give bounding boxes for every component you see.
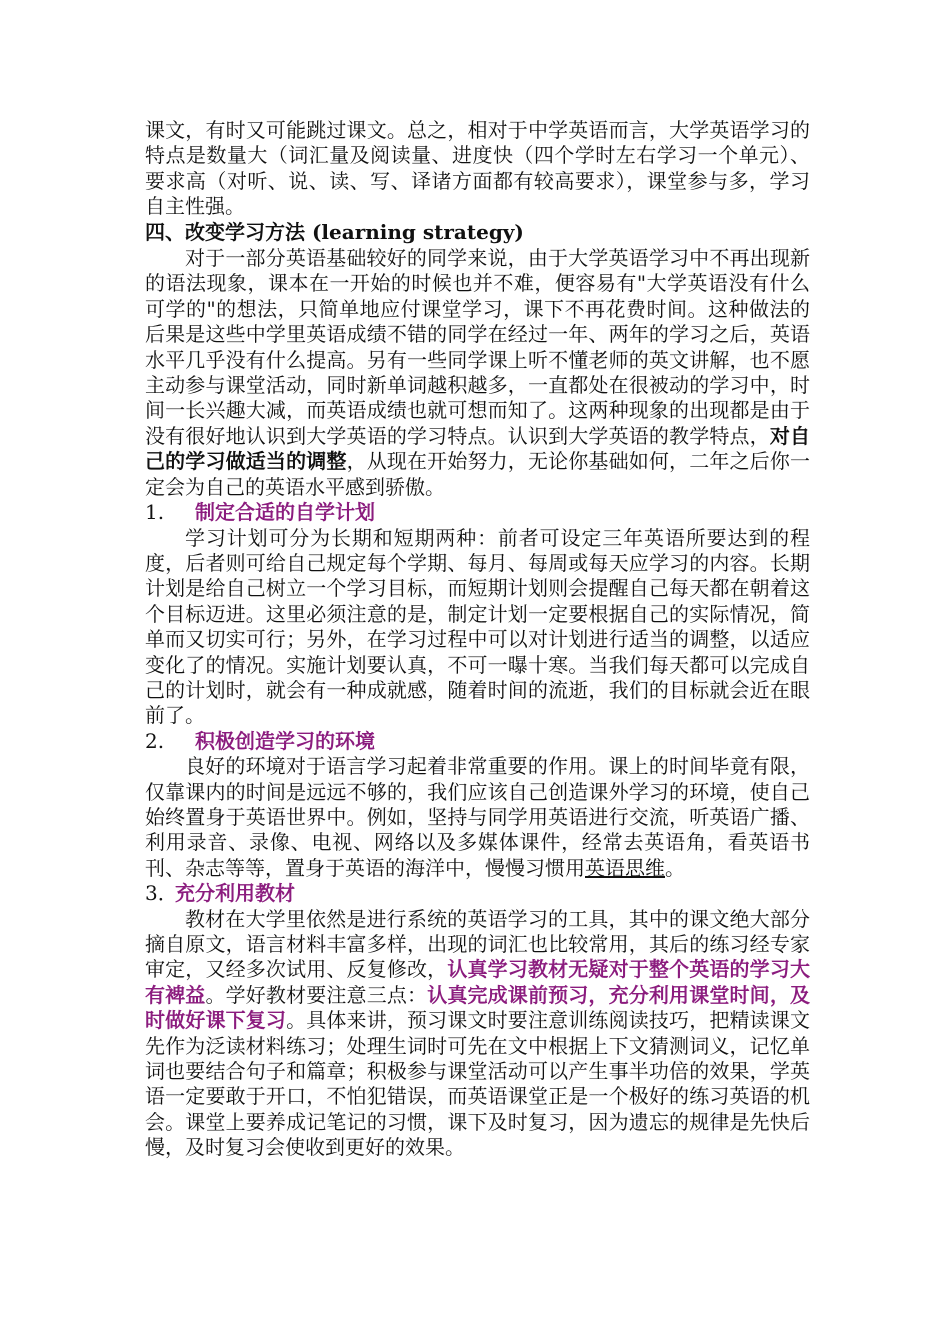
section-heading: 四、改变学习方法 (learning strategy) [145,219,524,244]
paragraph-intro: 课文，有时又可能跳过课文。总之，相对于中学英语而言，大学英语学习的特点是数量大（词汇量及阅读量、进度快（四个学时左右学习一个单元）、要求高（对听、说、读、写、译诸方面都有较高要求），课堂参与多，学习自主性强。 [145,118,810,219]
emphasis-three-points: 认真完成课前预习，充分利用课堂时间，及时做好课下复习 [145,982,810,1033]
subheading-2: 2. 积极创造学习的环境 [145,728,375,753]
emphasis-adjust: 对自己的学习做适当的调整 [145,423,810,474]
paragraph-textbook: 教材在大学里依然是进行系统的英语学习的工具，其中的课文绝大部分摘自原文，语言材料丰富多样，出现的词汇也比较常用，其后的练习经专家审定，又经多次试用、反复修改，认真学习教材无疑对于整个英语的学习大有裨益。学好教材要注意三点：认真完成课前预习，充分利用课堂时间，及时做好课下复习。具体来讲，预习课文时要注意训练阅读技巧，把精读课文先作为泛读材料练习；处理生词时可先在文中根据上下文猜测词义，记忆单词也要结合句子和篇章；积极参与课堂活动可以产生事半功倍的效果，学英语一定要敢于开口，不怕犯错误，而英语课堂正是一个极好的练习英语的机会。课堂上要养成记笔记的习惯，课下及时复习，因为遗忘的规律是先快后慢，及时复习会使收到更好的效果。 [145,906,810,1160]
emphasis-textbook: 认真学习教材无疑对于整个英语的学习大有裨益 [145,957,810,1007]
paragraph-environment: 良好的环境对于语言学习起着非常重要的作用。课上的时间毕竟有限，仅靠课内的时间是远远不够的，我们应该自己创造课外学习的环境，使自己始终置身于英语世界中。例如，坚持与同学用英语进行交流，听英语广播、利用录音、录像、电视、网络以及多媒体课件，经常去英语角，看英语书刊、杂志等等，置身于英语的海洋中，慢慢习惯用英语思维。 [145,754,810,880]
paragraph-plan: 学习计划可分为长期和短期两种：前者可设定三年英语所要达到的程度，后者则可给自己规定每个学期、每月、每周或每天应学习的内容。长期计划是给自己树立一个学习目标，而短期计划则会提醒自己每天都在朝着这个目标迈进。这里必须注意的是，制定计划一定要根据自己的实际情况，简单而又切实可行；另外，在学习过程中可以对计划进行适当的调整，以适应变化了的情况。实施计划要认真，不可一曝十寒。当我们每天都可以完成自己的计划时，就会有一种成就感，随着时间的流逝，我们的目标就会近在眼前了。 [145,525,810,728]
subheading-3: 3．充分利用教材 [145,881,295,906]
english-thinking-link[interactable]: 英语思维 [585,855,665,880]
subheading-1: 1. 制定合适的自学计划 [145,500,375,525]
paragraph-strategy: 对于一部分英语基础较好的同学来说，由于大学英语学习中不再出现新的语法现象，课本在一开始的时候也并不难，便容易有"大学英语没有什么可学的"的想法，只简单地应付课堂学习，课下不再花费时间。这种做法的后果是这些中学里英语成绩不错的同学在经过一年、两年的学习之后，英语水平几乎没有什么提高。另有一些同学课上听不懂老师的英文讲解，也不愿主动参与课堂活动，同时新单词越积越多，一直都处在很被动的学习中，时间一长兴趣大减，而英语成绩也就可想而知了。这两种现象的出现都是由于没有很好地认识到大学英语的学习特点。认识到大学英语的教学特点，对自己的学习做适当的调整，从现在开始努力，无论你基础如何，二年之后你一定会为自己的英语水平感到骄傲。 [145,246,810,499]
document-page [145,118,810,1161]
